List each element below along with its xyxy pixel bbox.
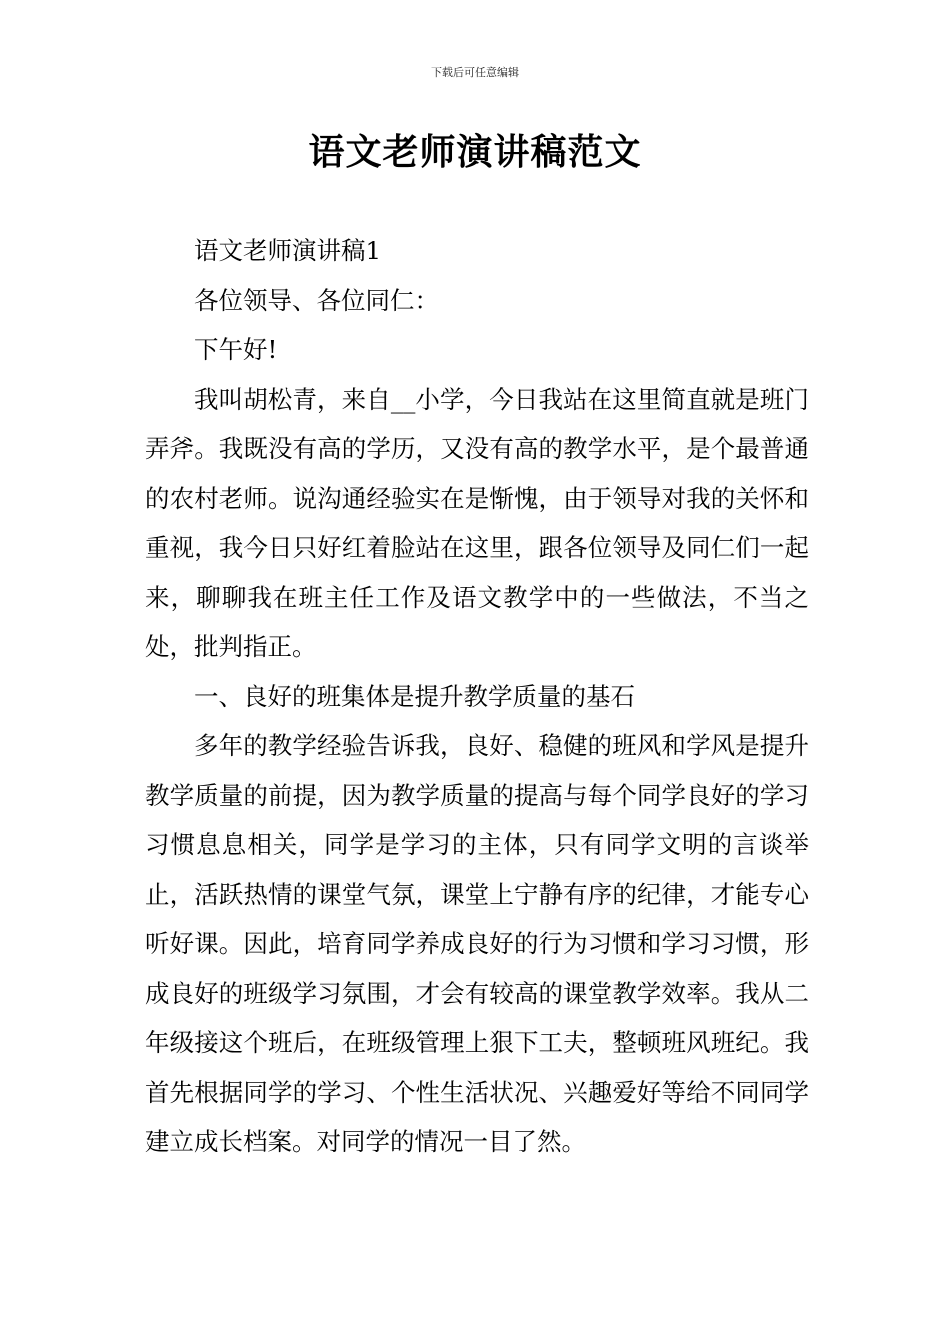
document-title: 语文老师演讲稿范文: [308, 131, 642, 173]
body-paragraph: 我叫胡松青，来自__小学，今日我站在这里简直就是班门弄斧。我既没有高的学历，又没有高的教学水平，是个最普通的农村老师。说沟通经验实在是惭愧，由于领导对我的关怀和重视，我今日只好红着脸站在这里，跟各位领导及同仁们一起来，聊聊我在班主任工作及语文教学中的一些做法，不当之处，批判指正。: [145, 384, 809, 661]
header-note: 下载后可任意编辑: [431, 66, 519, 79]
salutation: 各位领导、各位同仁：: [194, 285, 439, 315]
document-body: [145, 226, 809, 1167]
subheading: 一、良好的班集体是提升教学质量的基石: [194, 681, 635, 711]
section-heading: 语文老师演讲稿1: [194, 236, 382, 265]
body-paragraph: 多年的教学经验告诉我，良好、稳健的班风和学风是提升教学质量的前提，因为教学质量的提高与每个同学良好的学习习惯息息相关，同学是学习的主体，只有同学文明的言谈举止，活跃热情的课堂气氛，课堂上宁静有序的纪律，才能专心听好课。因此，培育同学养成良好的行为习惯和学习习惯，形成良好的班级学习氛围，才会有较高的课堂教学效率。我从二年级接这个班后，在班级管理上狠下工夫，整顿班风班纪。我首先根据同学的学习、个性生活状况、兴趣爱好等给不同同学建立成长档案。对同学的情况一目了然。: [145, 731, 809, 1156]
greeting: 下午好!: [194, 335, 278, 364]
